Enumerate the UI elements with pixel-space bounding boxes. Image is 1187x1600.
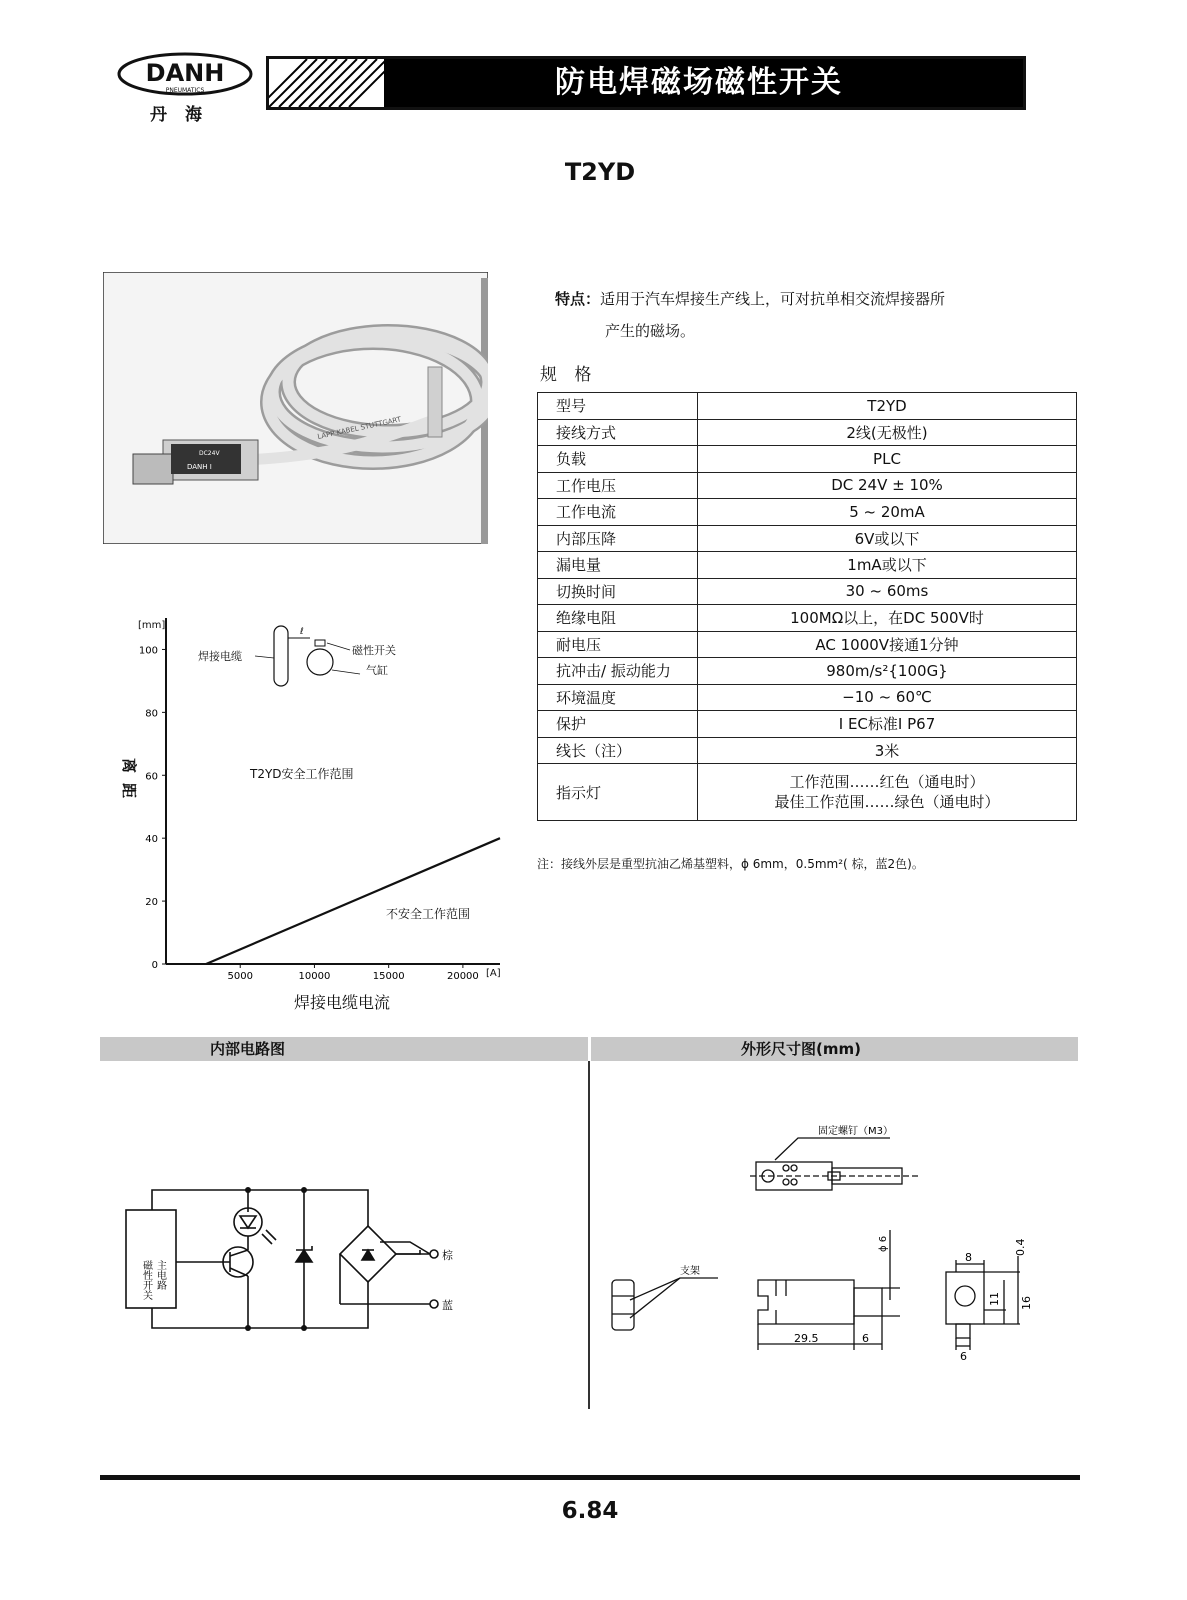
dim-8: 8 [965, 1251, 972, 1264]
chart-inset-diagram [198, 626, 396, 686]
x-unit: [A] [486, 968, 501, 979]
spec-key: 内部压降 [538, 525, 698, 552]
spec-value: −10 ~ 60℃ [698, 684, 1077, 711]
inset-switch-label: 磁性开关 [352, 644, 396, 657]
spec-value [698, 764, 1077, 821]
spec-row [538, 393, 1077, 420]
section-title-dimensions: 外形尺寸图(mm) [741, 1040, 861, 1058]
x-tick-label: 20000 [446, 971, 479, 982]
spec-row [538, 684, 1077, 711]
features-text-1: 适用于汽车焊接生产线上，可对抗单相交流焊接器所 [600, 290, 946, 308]
spec-key: 负载 [538, 446, 698, 473]
spec-key: 型号 [538, 393, 698, 420]
y-tick-label: 40 [145, 834, 158, 846]
dim-bracket-label: 支架 [680, 1266, 700, 1277]
spec-row [538, 658, 1077, 685]
cable-print: LAPP KABEL STUTTGART [316, 415, 402, 441]
wire-label-brown: 棕 [442, 1249, 453, 1262]
spec-table [537, 392, 1077, 821]
spec-row [538, 472, 1077, 499]
spec-value: AC 1000V接通1分钟 [698, 631, 1077, 658]
title-bar [266, 56, 1026, 110]
section-divider [588, 1061, 590, 1409]
spec-key: 工作电压 [538, 472, 698, 499]
x-tick-label: 5000 [227, 971, 253, 982]
dim-0-4: 0.4 [1014, 1238, 1027, 1256]
dim-6a: 6 [862, 1332, 869, 1345]
section-title-circuit: 内部电路图 [210, 1040, 286, 1058]
model-heading: T2YD [564, 158, 636, 186]
dim-phi6: ϕ 6 [878, 1235, 889, 1252]
circuit-label-switch: 磁性开关 [140, 1260, 152, 1300]
dim-6b: 6 [960, 1350, 967, 1360]
y-unit: [mm] [138, 620, 166, 631]
y-tick-label: 0 [151, 960, 158, 971]
spec-value: I EC标准I P67 [698, 711, 1077, 738]
inset-cylinder-label: 气缸 [366, 664, 388, 677]
spec-key: 漏电量 [538, 552, 698, 579]
dim-16: 16 [1020, 1296, 1033, 1310]
page-title: 防电焊磁场磁性开关 [555, 65, 843, 100]
indicator-line-1: 工作范围……红色（通电时） [789, 773, 985, 791]
spec-value: 1mA或以下 [698, 552, 1077, 579]
spec-key: 环境温度 [538, 684, 698, 711]
boundary-line [206, 838, 500, 964]
spec-key: 工作电流 [538, 499, 698, 526]
x-tick-label: 15000 [372, 971, 405, 982]
spec-row [538, 737, 1077, 764]
y-tick-label: 20 [145, 897, 158, 909]
inset-l-label: ℓ [300, 627, 304, 637]
dim-29-5: 29.5 [794, 1332, 819, 1345]
photo-label-brand: DANH I [187, 463, 212, 471]
spec-key: 保护 [538, 711, 698, 738]
hatch-decoration [269, 59, 384, 107]
indicator-line-2: 最佳工作范围……绿色（通电时） [774, 793, 1000, 811]
chart-ticks [139, 645, 479, 982]
features-block [555, 283, 1055, 347]
internal-circuit-diagram [110, 1170, 490, 1340]
logo-chinese-name: 丹海 [150, 105, 220, 125]
dim-11: 11 [988, 1292, 1001, 1306]
x-tick-label: 10000 [298, 971, 331, 982]
features-label: 特点： [555, 290, 601, 308]
page-number: 6.84 [561, 1498, 619, 1524]
product-photo [103, 272, 488, 544]
spec-row [538, 419, 1077, 446]
spec-table-body [538, 393, 1077, 821]
logo-text: DANH [145, 59, 225, 87]
spec-row [538, 525, 1077, 552]
wire-label-blue: 蓝 [442, 1299, 453, 1312]
spec-key: 切换时间 [538, 578, 698, 605]
spec-value: 2线(无极性) [698, 419, 1077, 446]
features-text-2: 产生的磁场。 [605, 322, 696, 340]
cable-note: 注：接线外层是重型抗油乙烯基塑料，ϕ 6mm，0.5mm²( 棕，蓝2色)。 [537, 857, 924, 871]
inset-cable-label: 焊接电缆 [198, 650, 242, 663]
spec-value: DC 24V ± 10% [698, 472, 1077, 499]
y-tick-label: 60 [145, 771, 158, 783]
spec-row [538, 631, 1077, 658]
spec-key: 线长（注） [538, 737, 698, 764]
spec-value: 5 ~ 20mA [698, 499, 1077, 526]
y-tick-label: 100 [138, 645, 158, 657]
distance-current-chart [110, 610, 510, 1030]
spec-row [538, 499, 1077, 526]
spec-value: 6V或以下 [698, 525, 1077, 552]
logo-tagline: PNEUMATICS [165, 87, 205, 94]
spec-key: 绝缘电阻 [538, 605, 698, 632]
features-line-1 [555, 283, 1055, 315]
spec-heading: 规 格 [540, 365, 598, 385]
spec-row [538, 446, 1077, 473]
spec-row [538, 605, 1077, 632]
circuit-label-main: 主电路 [154, 1260, 166, 1290]
spec-value: PLC [698, 446, 1077, 473]
spec-value: T2YD [698, 393, 1077, 420]
y-tick-label: 80 [145, 708, 158, 720]
safe-zone-label: T2YD安全工作范围 [250, 767, 354, 781]
spec-key: 耐电压 [538, 631, 698, 658]
section-bar-dimensions [591, 1037, 1078, 1061]
spec-key: 抗冲击/ 振动能力 [538, 658, 698, 685]
spec-value: 3米 [698, 737, 1077, 764]
spec-row [538, 578, 1077, 605]
spec-key: 指示灯 [538, 764, 698, 821]
spec-row-indicator [538, 764, 1077, 821]
dimension-drawing [600, 1110, 1060, 1360]
spec-row [538, 552, 1077, 579]
photo-label-voltage: DC24V [199, 450, 220, 457]
y-axis-label: 离距 [120, 758, 138, 809]
spec-row [538, 711, 1077, 738]
spec-key: 接线方式 [538, 419, 698, 446]
x-axis-label: 焊接电缆电流 [293, 993, 391, 1012]
dim-screw-label: 固定螺钉（M3） [818, 1126, 893, 1137]
spec-value: 100MΩ以上，在DC 500V时 [698, 605, 1077, 632]
unsafe-zone-label: 不安全工作范围 [386, 907, 471, 921]
spec-value: 30 ~ 60ms [698, 578, 1077, 605]
chart-series [206, 838, 500, 964]
section-bar-circuit [100, 1037, 588, 1061]
spec-value: 980m/s²{100G} [698, 658, 1077, 685]
footer-rule [100, 1475, 1080, 1480]
